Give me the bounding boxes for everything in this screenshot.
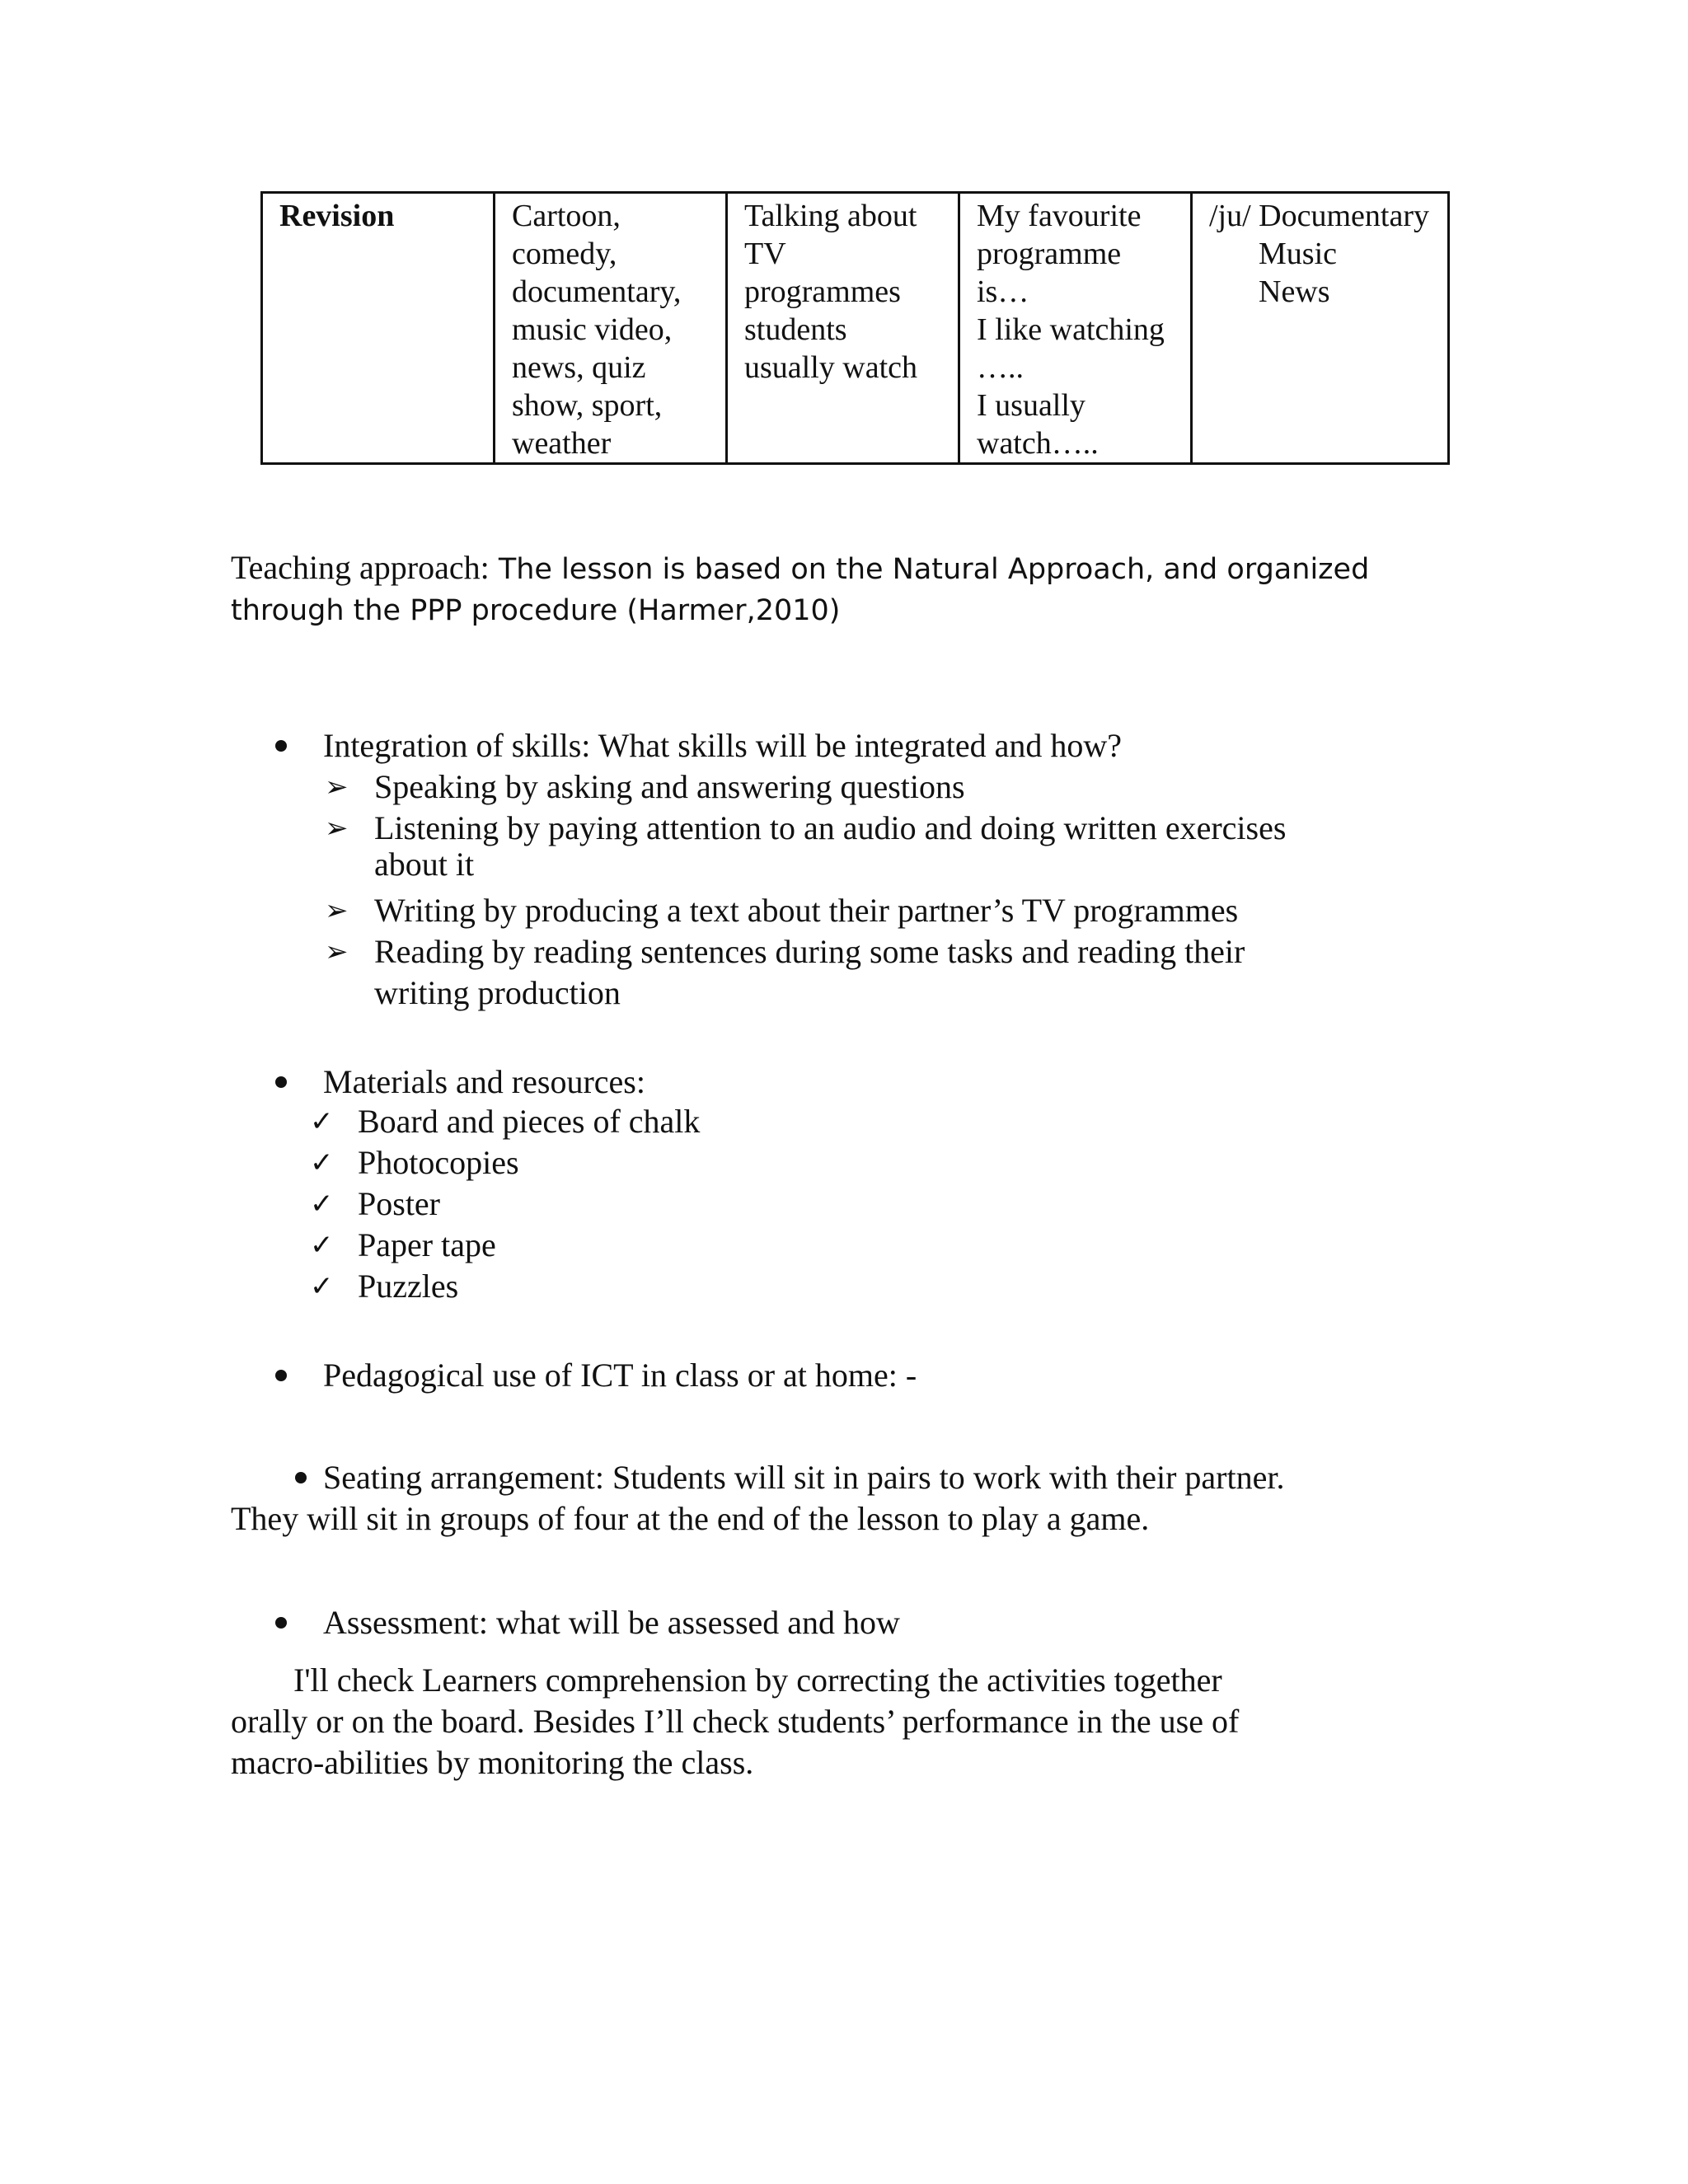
check-icon: ✓ bbox=[310, 1146, 334, 1179]
cell-line: ….. bbox=[977, 350, 1024, 385]
check-icon: ✓ bbox=[310, 1229, 334, 1262]
assessment-line-2: orally or on the board. Besides I’ll check students’ performance in the use of bbox=[231, 1703, 1240, 1740]
cell-line: is… bbox=[977, 274, 1029, 309]
list-item: Reading by reading sentences during some tasks and reading their bbox=[374, 933, 1245, 970]
arrow-bullet-icon: ➢ bbox=[325, 894, 349, 927]
cell-line: Talking about bbox=[744, 199, 917, 233]
assessment-line-1: I'll check Learners comprehension by correcting the activities together bbox=[293, 1661, 1222, 1699]
table-cell-function bbox=[727, 193, 959, 464]
cell-line: News bbox=[1259, 274, 1330, 309]
cell-line: show, sport, bbox=[512, 388, 663, 423]
arrow-bullet-icon: ➢ bbox=[325, 935, 349, 968]
bullet-icon bbox=[295, 1472, 307, 1483]
approach-label: Teaching approach: bbox=[231, 549, 490, 586]
cell-line: comedy, bbox=[512, 237, 617, 271]
assessment-line-3: macro-abilities by monitoring the class. bbox=[231, 1744, 754, 1781]
integration-heading: Integration of skills: What skills will be integrated and how? bbox=[323, 727, 1123, 764]
arrow-bullet-icon: ➢ bbox=[325, 771, 349, 804]
list-item: Photocopies bbox=[358, 1144, 519, 1181]
bullet-icon bbox=[275, 1370, 287, 1381]
teaching-approach bbox=[231, 547, 1451, 631]
list-item: Speaking by asking and answering questions bbox=[374, 768, 965, 805]
cell-line: I usually bbox=[977, 388, 1085, 423]
bullet-icon bbox=[275, 740, 287, 752]
check-icon: ✓ bbox=[310, 1270, 334, 1303]
cell-line: news, quiz bbox=[512, 350, 646, 385]
cell-line: /ju/ Documentary bbox=[1209, 199, 1429, 233]
cell-line: TV bbox=[744, 237, 786, 271]
materials-heading: Materials and resources: bbox=[323, 1063, 645, 1100]
cell-line: weather bbox=[512, 426, 612, 461]
table-cell-vocabulary bbox=[495, 193, 727, 464]
cell-line: documentary, bbox=[512, 274, 682, 309]
arrow-bullet-icon: ➢ bbox=[325, 812, 349, 845]
cell-line: music video, bbox=[512, 312, 673, 347]
table-cell-stage bbox=[262, 193, 495, 464]
list-item: Puzzles bbox=[358, 1268, 459, 1305]
seating-line-1: Seating arrangement: Students will sit in pairs to work with their partner. bbox=[323, 1459, 1285, 1496]
cell-line: programmes bbox=[744, 274, 901, 309]
list-item: Paper tape bbox=[358, 1226, 496, 1263]
list-item: Poster bbox=[358, 1185, 440, 1222]
cell-line: My favourite bbox=[977, 199, 1142, 233]
list-item-continuation: about it bbox=[374, 846, 475, 883]
approach-line-2: through the PPP procedure (Harmer,2010) bbox=[231, 594, 841, 627]
cell-line: usually watch bbox=[744, 350, 918, 385]
cell-line: watch….. bbox=[977, 426, 1099, 461]
check-icon: ✓ bbox=[310, 1188, 334, 1221]
list-item: Writing by producing a text about their partner’s TV programmes bbox=[374, 892, 1239, 929]
cell-line: students bbox=[744, 312, 847, 347]
cell-line: Music bbox=[1259, 237, 1337, 271]
table-row bbox=[262, 193, 1449, 464]
list-item-continuation: writing production bbox=[374, 974, 621, 1011]
cell-line: I like watching bbox=[977, 312, 1165, 347]
check-icon: ✓ bbox=[310, 1105, 334, 1138]
cell-line: Revision bbox=[279, 199, 395, 233]
revision-table bbox=[260, 191, 1450, 465]
seating-line-2: They will sit in groups of four at the end of the lesson to play a game. bbox=[231, 1500, 1150, 1537]
list-item: Listening by paying attention to an audio and doing written exercises bbox=[374, 809, 1287, 846]
approach-text: The lesson is based on the Natural Approach, and organized bbox=[498, 553, 1370, 586]
bullet-icon bbox=[275, 1617, 287, 1629]
cell-line: Cartoon, bbox=[512, 199, 621, 233]
assessment-heading: Assessment: what will be assessed and how bbox=[323, 1604, 900, 1641]
cell-line: programme bbox=[977, 237, 1122, 271]
table-cell-structures bbox=[959, 193, 1192, 464]
list-item: Board and pieces of chalk bbox=[358, 1103, 701, 1140]
approach-line-1 bbox=[231, 547, 1451, 590]
bullet-icon bbox=[275, 1076, 287, 1088]
ict-heading: Pedagogical use of ICT in class or at home: - bbox=[323, 1357, 917, 1394]
table-cell-pronunciation bbox=[1192, 193, 1449, 464]
